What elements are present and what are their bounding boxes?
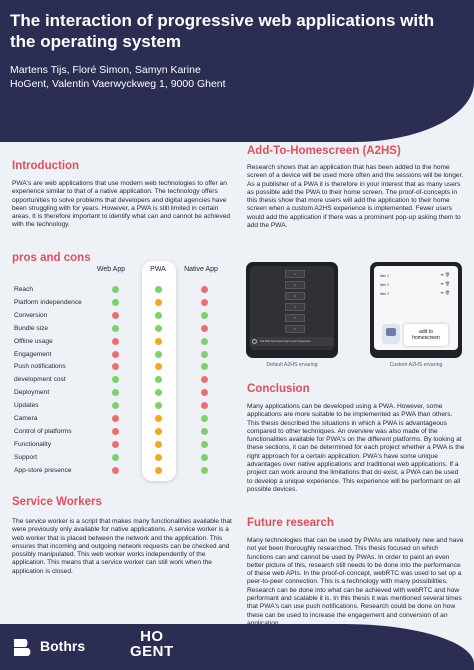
pros-cons-row: [14, 439, 234, 450]
pros-cons-label: Functionality: [14, 440, 52, 448]
future-research-text: Many technologies that can be used by PWAs are relatively new and have not yet been thoroughly researched. This thesis focused on which functions can and cannot be used by PWAs. In order to paint an even better picture of this, research still needs to be done into the performance of these web APIs. In the proof-of-concept, webRTC was used to set up a peer-to-peer connection. This is a technology with many possibilities. Research can be done into what can be achieved with webRTC and how performant and scalable it is. In this thesis it was mentioned several times that PWA's can use push notifications. Research could be done on how these can be used to increase the engagement and conversion of an: [247, 537, 464, 619]
rating-dot-red: [112, 441, 119, 448]
pros-cons-row: [14, 465, 234, 476]
rating-dot-green: [112, 325, 119, 332]
rating-dot-orange: [155, 338, 162, 345]
rating-dot-green: [112, 376, 119, 383]
hogent-line-2: GENT: [130, 643, 174, 660]
pros-cons-row: [14, 323, 234, 334]
rating-dot-green: [201, 312, 208, 319]
pros-cons-label: Updates: [14, 402, 39, 410]
rating-dot-green: [201, 415, 208, 422]
rating-dot-red: [201, 402, 208, 409]
toast-text: Add PWA Samengevat app to your homescreen: [260, 340, 311, 343]
service-workers-text: The service worker is a script that makes many functionalities available that were previously only available for native applications. A service worker is a web worker that is placed between the network and the application. This ensures that incoming and outgoing network requests can be checked and possibly manipulated. This web worker works independently of the application. This means that a service worker can still work when the application is closed.: [12, 518, 232, 575]
bothrs-logo-icon: [12, 637, 36, 657]
rating-dot-green: [155, 351, 162, 358]
pros-cons-row: [14, 400, 234, 411]
a2hs-toast: [250, 337, 334, 346]
pros-cons-label: App-store presence: [14, 466, 72, 474]
pros-cons-label: Support: [14, 453, 38, 461]
rating-dot-green: [201, 428, 208, 435]
pros-cons-label: Conversion: [14, 311, 48, 319]
pros-cons-label: Engagement: [14, 350, 52, 358]
list-item: 5: [285, 314, 305, 322]
service-workers-title: Service Workers: [12, 496, 102, 508]
rating-dot-green: [201, 351, 208, 358]
pros-cons-label: Bundle size: [14, 324, 49, 332]
pros-cons-row: [14, 336, 234, 347]
pros-cons-label: Reach: [14, 286, 34, 293]
poster-title: The interaction of progressive web applications with the operating system: [10, 11, 435, 51]
rating-dot-green: [155, 389, 162, 396]
pros-cons-row: [14, 310, 234, 321]
app-image-icon: [386, 328, 396, 336]
rating-dot-green: [112, 402, 119, 409]
list-item: 1: [285, 270, 305, 278]
rating-dot-green: [201, 363, 208, 370]
share-trash-icons: ➦ 🗑: [440, 272, 450, 277]
a2hs-text: Research shows that an application that has been added to the home screen of a device will be used more often and the sessions will be longer. As a publisher of a PWA it is therefore in your interest that as many users as possible add the PWA to their home screen. The proof-of-concepts in this thesis show that more users will add the application to their home screen when a custom A2HS experience is implemented. Fewer users would add the application if there was a prominent pop-up asking them to add the PWA.: [247, 164, 464, 230]
rating-dot-red: [112, 363, 119, 370]
col-header-web-app: Web App: [96, 266, 126, 273]
pros-cons-row: [14, 452, 234, 463]
app-circle-icon: [252, 339, 257, 344]
list-item: 6: [285, 325, 305, 333]
rating-dot-red: [112, 428, 119, 435]
rating-dot-red: [201, 325, 208, 332]
rating-dot-red: [112, 312, 119, 319]
rating-dot-red: [112, 338, 119, 345]
caption-default-a2hs: Default A2HS ervaring: [266, 362, 318, 368]
pros-cons-label: Push notifications: [14, 363, 66, 371]
pros-cons-row: [14, 426, 234, 437]
a2hs-title: Add-To-Homescreen (A2HS): [247, 145, 401, 157]
card-line-1: add to: [419, 329, 433, 335]
pros-cons-label: development cost: [14, 376, 66, 384]
rating-dot-red: [201, 299, 208, 306]
bothrs-logo-text: Bothrs: [40, 638, 86, 654]
pros-cons-row: [14, 374, 234, 385]
phone-custom-screen: [374, 266, 458, 350]
phone-default-a2hs: [246, 262, 338, 358]
rating-dot-green: [201, 338, 208, 345]
pros-cons-label: Deployment: [14, 389, 50, 397]
poster-authors: [10, 63, 430, 91]
rating-dot-green: [155, 376, 162, 383]
authors-affiliation: HoGent, Valentin Vaerwyckweg 1, 9000 Ghent: [10, 78, 226, 90]
rating-dot-red: [112, 467, 119, 474]
rating-dot-green: [155, 325, 162, 332]
pros-cons-row: [14, 361, 234, 372]
pros-cons-row: [14, 387, 234, 398]
rating-dot-green: [155, 286, 162, 293]
pros-cons-label: Offline usage: [14, 337, 53, 345]
rating-dot-green: [112, 389, 119, 396]
rating-dot-orange: [155, 441, 162, 448]
card-line-2: homescreen: [412, 335, 440, 341]
authors-names: Martens Tijs, Floré Simon, Samyn Karine: [10, 64, 201, 76]
rating-dot-orange: [155, 299, 162, 306]
phone-custom-a2hs: [370, 262, 462, 358]
rating-dot-orange: [155, 363, 162, 370]
introduction-title: Introduction: [12, 160, 80, 172]
future-research-title: Future research: [247, 517, 334, 529]
rating-dot-green: [201, 467, 208, 474]
app-thumbnail: [382, 324, 400, 344]
list-item: Item 1: [380, 274, 389, 278]
pros-cons-label: Platform independence: [14, 298, 82, 306]
list-item: Item 2: [380, 283, 389, 287]
pros-cons-label: Control of platforms: [14, 427, 72, 435]
list-item: 2: [285, 281, 305, 289]
share-trash-icons: ➦ 🗑: [440, 290, 450, 295]
rating-dot-green: [155, 402, 162, 409]
caption-custom-a2hs: Custom A2HS ervaring: [389, 362, 443, 368]
hogent-line-1: HO: [140, 628, 164, 645]
rating-dot-red: [112, 351, 119, 358]
rating-dot-red: [112, 415, 119, 422]
rating-dot-orange: [155, 428, 162, 435]
rating-dot-red: [201, 376, 208, 383]
rating-dot-green: [112, 454, 119, 461]
list-item: 4: [285, 303, 305, 311]
rating-dot-green: [112, 299, 119, 306]
rating-dot-orange: [155, 467, 162, 474]
col-header-native-app: Native App: [184, 266, 218, 273]
hogent-logo: [130, 629, 174, 659]
rating-dot-green: [201, 441, 208, 448]
introduction-text: PWA's are web applications that use modern web technologies to offer an experience similar to that of a native application. The technology offers opportunities to solve problems that developers and digital agencies have been struggling with for years. However, a PWA is still limited in certain areas. It is therefore important to identify what can and cannot be achieved with the technology.: [12, 180, 231, 229]
pros-cons-row: [14, 297, 234, 308]
list-item: Item 3: [380, 292, 389, 296]
rating-dot-green: [155, 312, 162, 319]
list-item: 3: [285, 292, 305, 300]
col-header-pwa: PWA: [150, 266, 166, 273]
rating-dot-green: [112, 286, 119, 293]
rating-dot-orange: [155, 454, 162, 461]
conclusion-title: Conclusion: [247, 383, 310, 395]
pros-cons-label: Camera: [14, 415, 38, 422]
pros-cons-row: [14, 413, 234, 424]
share-trash-icons: ➦ 🗑: [440, 281, 450, 286]
add-to-homescreen-card[interactable]: [404, 324, 448, 346]
rating-dot-green: [201, 454, 208, 461]
conclusion-text: Many applications can be developed using a PWA. However, some applications are more suitable to be implemented as PWA than others. This thesis described the situations in which a PWA is advantageous compared to other techniques. An overview was also made of the functionalities available for PWA's on the different platforms. By looking at these sections, it can be determined for each project whether a PWA is the right approach for a certain application. PWA's have some unique advantages over native applications and traditional web applications. If a project can work around the limitations that do exist, a PWA can be used to develop a unique experience. This experience will be performant on all possible devices.: [247, 403, 465, 493]
pros-cons-title: pros and cons: [12, 252, 91, 264]
pros-cons-row: [14, 284, 234, 295]
rating-dot-red: [201, 389, 208, 396]
pros-cons-row: [14, 349, 234, 360]
rating-dot-orange: [155, 415, 162, 422]
rating-dot-red: [201, 286, 208, 293]
